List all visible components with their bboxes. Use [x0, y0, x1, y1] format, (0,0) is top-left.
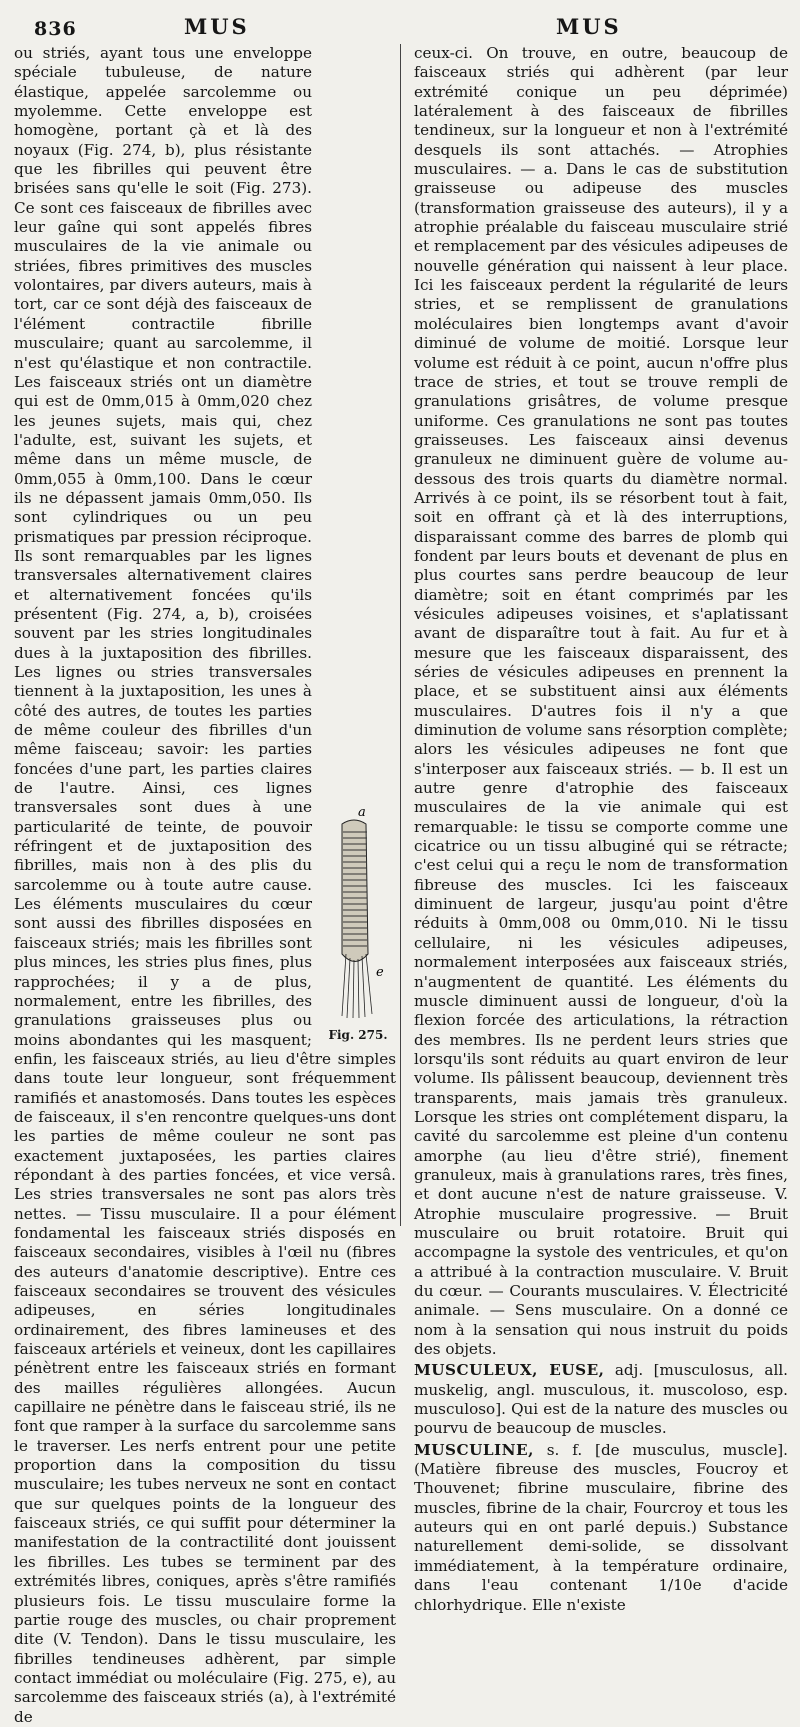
right-column-paragraph: ceux-ci. On trouve, en outre, beaucoup de faisceaux striés qui adhèrent (par leur extrémité conique un peu déprimée) latéralement à des faisceaux de fibrilles tendineux, sur la longueur et non à l'extrémité desquels ils sont attachés. — Atrophies musculaires. — a. Dans le cas de substitution graisseuse ou adipeuse des muscles (transformation graisseuse des auteurs), il y a atrophie préalable du faisceau musculaire strié et remplacement par des vésicules adipeuses de nouvelle génération qui naissent à leur place. Ici les faisceaux perdent la régularité de leurs stries, et se remplissent de granulations moléculaires bien longtemps avant d'avoir diminué de volume de moitié. Lorsque leur volume est réduit à ce point, aucun n'offre plus trace de stries, et tout se trouve rempli de granulations grisâtres, de volume presque uniforme. Ces granulations ne sont pas toutes graisseuses. Les faisceaux ainsi devenus granuleux ne diminuent guère de volume au-dessous des trois quarts du diamètre normal. Arrivés à ce point, ils se résorbent tout à fait, soit en offrant çà et là des interruptions, disparaissant comme des barres de plomb qui fondent par leurs bouts et devenant de plus en plus courtes sans perdre beaucoup de leur diamètre; soit en étant comprimés par les vésicules adipeuses voisines, et s'aplatissant avant de disparaître tout à fait. Au fur et à mesure que les faisceaux disparaissent, des séries de vésicules adipeuses en prennent la place, et se substituent ainsi aux éléments musculaires. D'autres fois il n'y a que diminution de volume sans résorption complète; alors les vésicules adipeuses ne font que s'interposer aux faisceaux striés. — b. Il est un autre genre d'atrophie des faisceaux musculaires de la vie animale qui est remarquable: le tissu se comporte comme une cicatrice ou un tissu albuginé qui se rétracte; c'est celui qui a reçu le nom de transformation fibreuse des muscles. Ici les faisceaux diminuent de largeur, jusqu'au point d'être réduits à 0mm,008 ou 0mm,010. Ni le tissu cellulaire, ni les vésicules adipeuses, normalement interposées aux faisceaux striés, n'augmentent de quantité. Les éléments du muscle diminuent aussi de longueur, d'où la flexion forcée des articulations, la rétraction des membres. Ils ne perdent leurs stries que lorsqu'ils sont réduits au quart environ de leur volume. Ils pâlissent beaucoup, deviennent très transparents, mais jamais très granuleux. Lorsque les stries ont complétement disparu, la cavité du sarcolemme est pleine d'un contenu amorphe (au lieu d'être strié), finement granuleux, mais à granulations rares, très fines, et dont aucune n'est de nature graisseuse. V. Atrophie musculaire progressive. — Bruit musculaire ou bruit rotatoire. Bruit qui accompagne la systole des ventricules, et qu'on a attribué à la contraction musculaire. V. Bruit du cœur. — Courants musculaires. V. Électricité animale. — Sens musculaire. On a donné ce nom à la sensation qui nous instruit du poids des objets. — [414, 44, 788, 1359]
figure-label-e: e — [376, 965, 384, 980]
figure-label-a: a — [358, 805, 366, 820]
left-column-text — [14, 44, 396, 1727]
entry-musculeux-body: adj. [musculosus, all. muskelig, angl. musculous, it. muscoloso, esp. musculoso]. Qui est de la nature des muscles ou pourvu de beaucoup de muscles. — [414, 1361, 788, 1438]
page-number: 836 — [34, 18, 77, 40]
running-head-right: MUS — [556, 14, 622, 39]
entry-musculeux — [414, 1361, 788, 1438]
entry-musculine-body: s. f. [de musculus, muscle]. (Matière fibreuse des muscles, Foucroy et Thouvenet; fibrine musculaire, fibrine des muscles, fibrine de la chair, Fourcroy et tous les auteurs qui en ont parlé depuis.) Substance naturellement demi-solide, se dissolvant immédiatement, à la température ordinaire, dans l'eau contenant 1/10e d'acide chlorhydrique. Elle n'existe — [414, 1440, 788, 1614]
figure-275 — [320, 804, 396, 1044]
column-divider — [400, 44, 401, 1226]
left-column — [14, 44, 397, 1726]
figure-caption: Fig. 275. — [328, 1028, 388, 1042]
headword-musculine: MUSCULINE, — [414, 1440, 534, 1459]
muscle-fiber-illustration — [320, 804, 390, 1024]
left-column-paragraph: ou striés, ayant tous une enveloppe spéciale tubuleuse, de nature élastique, appelée sarcolemme ou myolemme. Cette enveloppe est homogène, portant çà et là des noyaux (Fig. 274, b), plus résistante que les fibrilles qui peuvent être brisées sans qu'elle le soit (Fig. 273). Ce sont ces faisceaux de fibrilles avec leur gaîne qui sont appelés fibres musculaires de la vie animale ou striées, fibres primitives des muscles volontaires, par divers auteurs, mais à tort, car ce sont déjà des faisceaux de l'élément contractile fibrille musculaire; quant au sarcolemme, il n'est qu'élastique et non contractile. Les faisceaux striés ont un diamètre qui est de 0mm,015 à 0mm,020 chez les jeunes sujets, mais qui, chez l'adulte, est, suivant les sujets, et même dans un même muscle, de 0mm,055 à 0mm,100. Dans le cœur ils ne dépassent jamais 0mm,050. Ils sont cylindriques ou un peu prismatiques par pression réciproque. Ils sont remarquables par les lignes transversales alternativement claires et alternativement foncées qu'ils présentent (Fig. 274, a, b), croisées souvent par les stries longitudinales dues à la juxtaposition des fibrilles. Les lignes ou stries transversales tiennent à la juxtaposition, les unes à côté des autres, de toutes les parties de même couleur des fibrilles d'un même faisceau; savoir: les parties foncées d'une part, les parties claires de l'autre. Ainsi, ces lignes transversales sont dues à une particularité de teinte, de pouvoir réfringent et de juxtaposition des fibrilles, mais non à des plis du sarcolemme ou à toute autre cause. Les éléments musculaires du cœur sont aussi des fibrilles disposées en faisceaux striés; mais les fibrilles sont plus minces, les stries plus fines, plus rapprochées; il y a de plus, normalement, entre les fibrilles, des granulations graisseuses plus ou moins abondantes qui les masquent; enfin, les faisceaux striés, au lieu d'être simples dans toute leur longueur, sont fréquemment ramifiés et anastomosés. Dans toutes les espèces de faisceaux, il s'en rencontre quelques-uns dont les parties de même couleur ne sont pas exactement juxtaposées, les parties claires répondant à des parties foncées, et vice versâ. Les stries transversales ne sont pas alors très nettes. — Tissu musculaire. Il a pour élément fondamental les faisceaux striés disposés en faisceaux secondaires, visibles à l'œil nu (fibres des auteurs d'anatomie descriptive). Entre ces faisceaux secondaires se trouvent des vésicules adipeuses, en séries longitudinales ordinairement, des fibres lamineuses et des faisceaux artériels et veineux, dont les capillaires pénètrent entre les faisceaux striés en formant des mailles régulières allongées. Aucun capillaire ne pénètre dans le faisceau strié, ils ne font que ramper à la surface du sarcolemme sans le traverser. Les nerfs entrent pour une petite proportion dans la composition du tissu musculaire; les tubes nerveux ne sont en contact que sur quelques points de la longueur des faisceaux striés, ce qui suffit pour déterminer la manifestation de la contractilité dont jouissent les fibrilles. Les tubes se terminent par des extrémités libres, coniques, après s'être ramifiés plusieurs fois. Le tissu musculaire forme la partie rouge des muscles, ou chair proprement dite (V. Tendon). Dans le tissu musculaire, les fibrilles tendineuses adhèrent, par simple contact immédiat ou moléculaire (Fig. 275, e), au sarcolemme des faisceaux striés (a), à l'extrémité de — [14, 44, 397, 1726]
page-header — [0, 6, 800, 40]
headword-musculeux: MUSCULEUX, EUSE, — [414, 1361, 605, 1380]
right-column — [414, 44, 788, 1614]
running-head-left: MUS — [184, 14, 250, 39]
entry-musculine — [414, 1441, 788, 1615]
